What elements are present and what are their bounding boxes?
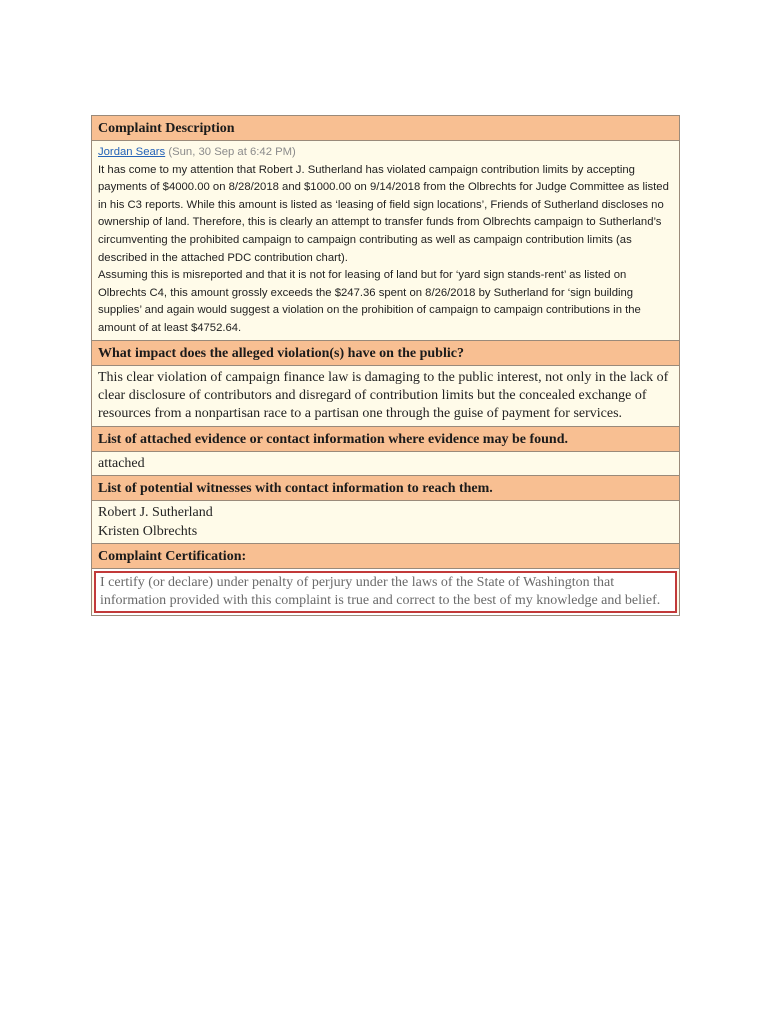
impact-cell — [92, 366, 679, 427]
complaint-description-cell — [92, 141, 679, 341]
certification-text-box[interactable] — [94, 571, 677, 613]
witnesses-cell — [92, 501, 679, 544]
comment-timestamp: (Sun, 30 Sep at 6:42 PM) — [168, 146, 296, 158]
certification-header: Complaint Certification: — [92, 544, 679, 569]
witnesses-header: List of potential witnesses with contact information to reach them. — [92, 476, 679, 501]
author-link[interactable]: Jordan Sears — [98, 146, 166, 158]
complaint-form — [91, 115, 680, 616]
impact-text: This clear violation of campaign finance law is damaging to the public interest, not only in the lack of clear disclosure of contributors and disregard of contribution limits but the concealed exchange of resources from a nonpartisan race to a partisan one through the guise of payment for services. — [98, 369, 669, 422]
complaint-paragraph-1: It has come to my attention that Robert J. Sutherland has violated campaign contribution limits by accepting payments of $4000.00 on 8/28/2018 and $1000.00 on 9/14/2018 from the Olbrechts for Judge Committee as listed in his C3 reports. While this amount is listed as ‘leasing of field sign locations’, Friends of Sutherland discloses no ownership of land. Therefore, this is clearly an attempt to transfer funds from Olbrechts campaign to Sutherland’s circumventing the prohibited campaign to campaign contributing as well as campaign contribution limits (as described in the attached PDC contribution chart). — [98, 163, 669, 264]
evidence-header: List of attached evidence or contact information where evidence may be found. — [92, 427, 679, 452]
impact-header: What impact does the alleged violation(s) have on the public? — [92, 341, 679, 366]
certification-cell — [92, 571, 679, 613]
comment-meta — [98, 144, 673, 162]
witness-item: Kristen Olbrechts — [98, 523, 198, 539]
evidence-cell — [92, 452, 679, 476]
complaint-description-header: Complaint Description — [92, 116, 679, 141]
complaint-paragraph-2: Assuming this is misreported and that it is not for leasing of land but for ‘yard sign stands-rent’ as listed on Olbrechts C4, this amount grossly exceeds the $247.36 spent on 8/26/2018 by Sutherland for ‘sign building supplies’ and again would suggest a violation on the prohibition of campaign to campaign contributions in the amount of at least $4752.64. — [98, 269, 641, 334]
evidence-text: attached — [98, 455, 145, 471]
certification-text: I certify (or declare) under penalty of perjury under the laws of the State of Washington that information provided with this complaint is true and correct to the best of my knowledge and belief. — [100, 574, 661, 608]
witness-item: Robert J. Sutherland — [98, 505, 213, 521]
